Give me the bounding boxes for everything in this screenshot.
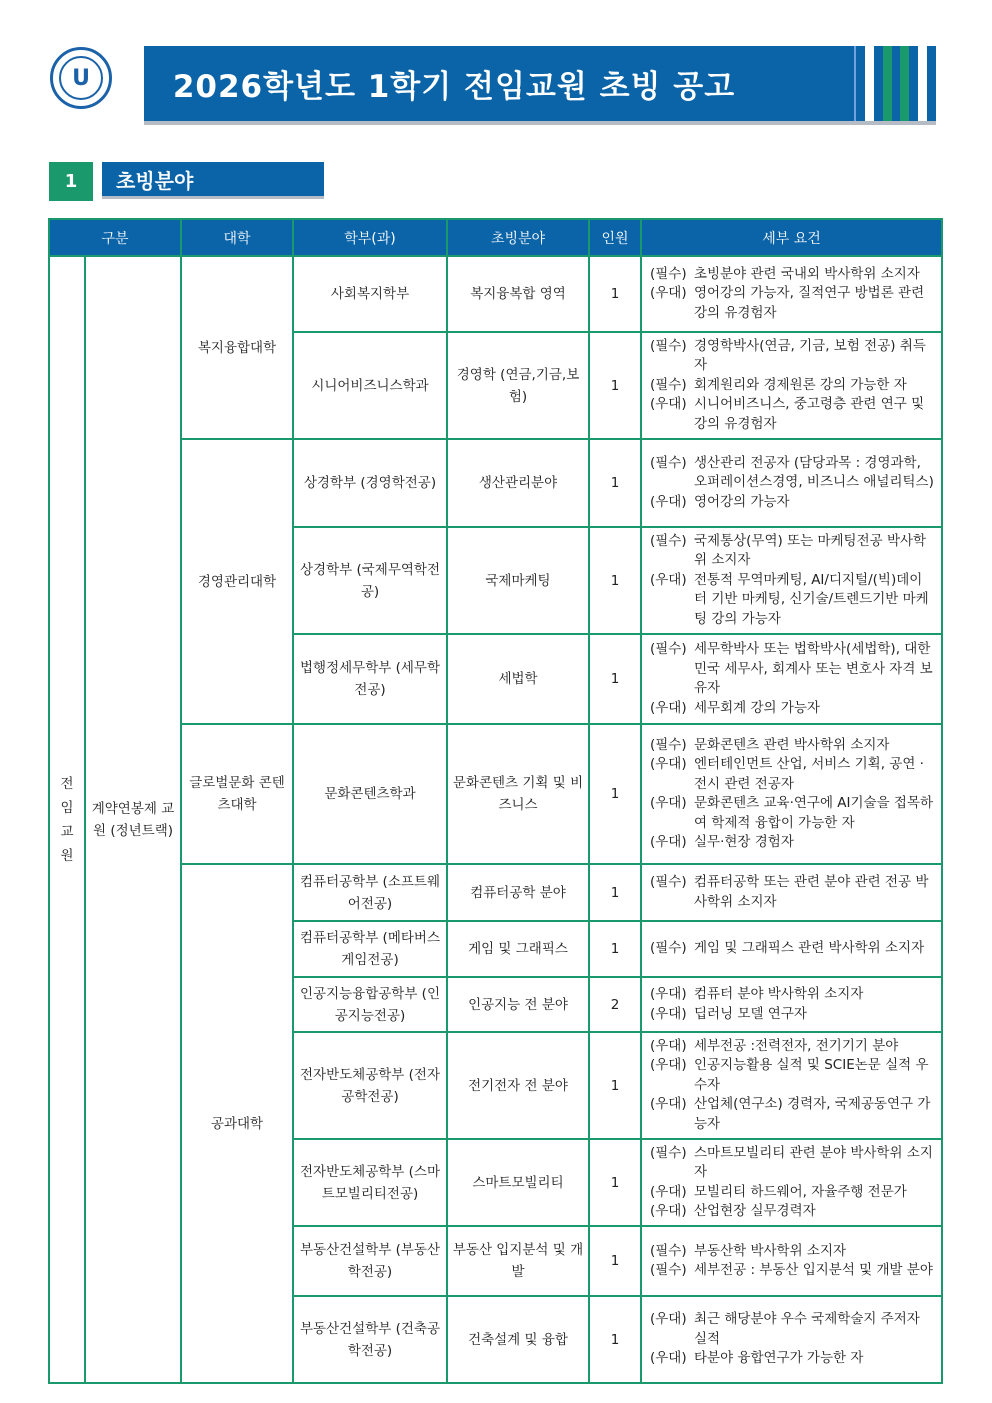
stripe xyxy=(883,46,892,121)
requirement-item xyxy=(650,1056,935,1095)
requirements-cell xyxy=(641,634,942,724)
field-cell: 세법학 xyxy=(447,634,589,724)
field-cell: 인공지능 전 분야 xyxy=(447,977,589,1032)
requirement-tag: (필수) xyxy=(650,641,687,657)
field-cell: 전기전자 전 분야 xyxy=(447,1032,589,1139)
requirement-tag: (우대) xyxy=(650,986,687,1002)
requirement-tag: (필수) xyxy=(650,736,687,753)
requirement-text: 초빙분야 관련 국내외 박사학위 소지자 xyxy=(694,265,920,282)
requirements-cell xyxy=(641,921,942,977)
stripe xyxy=(865,46,874,121)
requirement-item xyxy=(650,395,935,434)
department-cell: 상경학부 (경영학전공) xyxy=(293,439,447,527)
requirement-tag: (우대) xyxy=(650,795,687,811)
requirement-tag: (필수) xyxy=(650,376,687,393)
stripe xyxy=(918,46,927,121)
requirement-tag: (필수) xyxy=(650,1242,687,1259)
requirements-cell xyxy=(641,1032,942,1139)
field-cell: 컴퓨터공학 분야 xyxy=(447,864,589,921)
requirement-text: 타분야 융합연구가 가능한 자 xyxy=(694,1350,864,1367)
header-department: 학부(과) xyxy=(293,219,447,256)
count-cell: 1 xyxy=(589,332,641,439)
requirement-item xyxy=(650,284,935,323)
requirement-text: 문화콘텐츠 관련 박사학위 소지자 xyxy=(694,736,890,753)
requirement-tag: (우대) xyxy=(650,1311,687,1328)
requirement-text: 회계원리와 경제원론 강의 가능한 자 xyxy=(694,376,907,393)
requirement-tag: (우대) xyxy=(650,1037,687,1054)
department-cell: 부동산건설학부 (부동산학전공) xyxy=(293,1226,447,1296)
requirement-text: 국제통상(무역) 또는 마케팅전공 박사학위 소지자 xyxy=(694,532,927,569)
header-college: 대학 xyxy=(181,219,293,256)
section-number: 1 xyxy=(49,162,93,201)
requirement-item xyxy=(650,376,935,396)
department-cell: 상경학부 (국제무역학전공) xyxy=(293,527,447,634)
stripe xyxy=(892,46,901,121)
table-header-row xyxy=(49,219,942,256)
requirement-text: 딥러닝 모델 연구자 xyxy=(694,1005,807,1022)
requirement-item xyxy=(650,1037,935,1057)
requirement-tag: (우대) xyxy=(650,1350,687,1367)
university-logo: U xyxy=(50,47,112,109)
requirement-text: 세부전공 : 부동산 입지분석 및 개발 분야 xyxy=(694,1262,933,1278)
category-cell xyxy=(49,256,85,1383)
stripe xyxy=(874,46,883,121)
stripe xyxy=(900,46,909,121)
requirement-item xyxy=(650,985,935,1005)
department-cell: 컴퓨터공학부 (소프트웨어전공) xyxy=(293,864,447,921)
requirement-tag: (우대) xyxy=(650,756,687,772)
requirements-cell xyxy=(641,1296,942,1383)
requirement-item xyxy=(650,337,935,376)
header-category: 구분 xyxy=(49,219,181,256)
requirements-cell xyxy=(641,1226,942,1296)
requirements-cell xyxy=(641,864,942,921)
requirement-text: 산업현장 실무경력자 xyxy=(694,1203,816,1219)
requirements-cell xyxy=(641,977,942,1032)
requirement-tag: (필수) xyxy=(650,337,687,354)
requirements-cell xyxy=(641,332,942,439)
requirement-text: 산업체(연구소) 경력자, 국제공동연구 가능자 xyxy=(694,1096,931,1132)
field-cell: 생산관리분야 xyxy=(447,439,589,527)
requirement-text: 영어강의 가능자 xyxy=(694,493,790,510)
college-cell: 글로벌문화 콘텐츠대학 xyxy=(181,724,293,864)
college-cell: 공과대학 xyxy=(181,864,293,1383)
requirement-item xyxy=(650,532,935,571)
count-cell: 2 xyxy=(589,977,641,1032)
requirement-tag: (우대) xyxy=(650,493,687,510)
requirement-tag: (우대) xyxy=(650,1203,687,1219)
requirements-cell xyxy=(641,1139,942,1226)
requirement-item xyxy=(650,736,935,756)
requirement-item xyxy=(650,1144,935,1183)
requirement-tag: (필수) xyxy=(650,1144,687,1161)
field-cell: 부동산 입지분석 및 개발 xyxy=(447,1226,589,1296)
count-cell: 1 xyxy=(589,1139,641,1226)
requirements-cell xyxy=(641,256,942,332)
requirements-cell xyxy=(641,724,942,864)
header-requirements: 세부 요건 xyxy=(641,219,942,256)
college-cell: 경영관리대학 xyxy=(181,439,293,724)
requirement-item xyxy=(650,1242,935,1262)
field-cell: 경영학 (연금,기금,보험) xyxy=(447,332,589,439)
requirement-text: 모빌리티 하드웨어, 자율주행 전문가 xyxy=(694,1183,907,1200)
requirement-item xyxy=(650,833,935,853)
requirement-text: 최근 해당분야 우수 국제학술지 주저자 실적 xyxy=(694,1311,920,1347)
requirement-text: 부동산학 박사학위 소지자 xyxy=(694,1242,847,1259)
requirement-tag: (필수) xyxy=(650,874,687,890)
requirement-text: 경영학박사(연금, 기금, 보험 전공) 취득자 xyxy=(694,337,926,374)
table-row xyxy=(49,256,942,332)
requirement-item xyxy=(650,873,935,912)
count-cell: 1 xyxy=(589,439,641,527)
table-row xyxy=(49,439,942,527)
count-cell: 1 xyxy=(589,1296,641,1383)
requirement-item xyxy=(650,1202,935,1222)
field-cell: 게임 및 그래픽스 xyxy=(447,921,589,977)
requirement-tag: (우대) xyxy=(650,1005,687,1022)
count-cell: 1 xyxy=(589,724,641,864)
requirement-tag: (우대) xyxy=(650,1096,687,1113)
requirements-cell xyxy=(641,527,942,634)
requirement-item xyxy=(650,1095,935,1134)
field-cell: 문화콘텐츠 기획 및 비즈니스 xyxy=(447,724,589,864)
requirement-text: 스마트모빌리티 관련 분야 박사학위 소지자 xyxy=(694,1144,933,1180)
stripe xyxy=(909,46,918,121)
requirement-text: 세무학박사 또는 법학박사(세법학), 대한민국 세무사, 회계사 또는 변호사 자격 보유자 xyxy=(694,641,933,696)
requirement-text: 컴퓨터공학 또는 관련 분야 관련 전공 박사학위 소지자 xyxy=(694,874,929,910)
department-cell: 문화콘텐츠학과 xyxy=(293,724,447,864)
table-row xyxy=(49,864,942,921)
count-cell: 1 xyxy=(589,864,641,921)
field-cell: 건축설계 및 융합 xyxy=(447,1296,589,1383)
title-banner xyxy=(144,46,936,125)
category-text: 전임교원 xyxy=(60,775,74,864)
requirement-text: 인공지능활용 실적 및 SCIE논문 실적 우수자 xyxy=(694,1057,929,1093)
count-cell: 1 xyxy=(589,634,641,724)
department-cell: 전자반도체공학부 (스마트모빌리티전공) xyxy=(293,1139,447,1226)
requirement-tag: (우대) xyxy=(650,571,687,588)
department-cell: 사회복지학부 xyxy=(293,256,447,332)
recruitment-table xyxy=(48,218,943,1384)
requirement-item xyxy=(650,699,935,719)
requirement-tag: (우대) xyxy=(650,285,687,302)
college-cell: 복지융합대학 xyxy=(181,256,293,439)
section-title: 초빙분야 xyxy=(102,162,324,199)
requirement-tag: (우대) xyxy=(650,699,687,716)
requirement-tag: (우대) xyxy=(650,396,687,413)
requirement-text: 시니어비즈니스, 중고령층 관련 연구 및 강의 유경험자 xyxy=(694,396,925,432)
requirement-text: 게임 및 그래픽스 관련 박사학위 소지자 xyxy=(694,940,925,957)
count-cell: 1 xyxy=(589,527,641,634)
requirement-tag: (우대) xyxy=(650,834,687,850)
requirement-item xyxy=(650,571,935,630)
field-cell: 국제마케팅 xyxy=(447,527,589,634)
requirement-text: 세부전공 :전력전자, 전기기기 분야 xyxy=(694,1037,899,1054)
requirement-item xyxy=(650,755,935,794)
department-cell: 컴퓨터공학부 (메타버스게임전공) xyxy=(293,921,447,977)
requirement-text: 실무·현장 경험자 xyxy=(694,834,794,850)
department-cell: 시니어비즈니스학과 xyxy=(293,332,447,439)
decorative-stripes xyxy=(854,46,936,121)
count-cell: 1 xyxy=(589,1032,641,1139)
requirement-item xyxy=(650,1183,935,1203)
employment-type-cell: 계약연봉제 교원 (정년트랙) xyxy=(85,256,181,1383)
header-field: 초빙분야 xyxy=(447,219,589,256)
table-row xyxy=(49,724,942,864)
page-title: 2026학년도 1학기 전임교원 초빙 공고 xyxy=(172,69,736,105)
department-cell: 전자반도체공학부 (전자공학전공) xyxy=(293,1032,447,1139)
requirement-item xyxy=(650,265,935,285)
count-cell: 1 xyxy=(589,256,641,332)
requirement-item xyxy=(650,794,935,833)
requirement-item xyxy=(650,1005,935,1025)
requirement-tag: (필수) xyxy=(650,265,687,282)
requirement-item xyxy=(650,454,935,493)
count-cell: 1 xyxy=(589,1226,641,1296)
requirement-tag: (필수) xyxy=(650,532,687,549)
requirement-text: 문화콘텐츠 교육·연구에 AI기술을 접목하여 학제적 융합이 가능한 자 xyxy=(694,795,934,831)
department-cell: 인공지능융합공학부 (인공지능전공) xyxy=(293,977,447,1032)
count-cell: 1 xyxy=(589,921,641,977)
header-count: 인원 xyxy=(589,219,641,256)
requirement-text: 영어강의 가능자, 질적연구 방법론 관련 강의 유경험자 xyxy=(694,285,925,321)
requirement-item xyxy=(650,640,935,699)
requirement-item xyxy=(650,493,935,513)
requirement-item xyxy=(650,1261,935,1281)
requirement-text: 세무회계 강의 가능자 xyxy=(694,699,820,716)
stripe xyxy=(927,46,936,121)
requirement-tag: (우대) xyxy=(650,1057,687,1074)
field-cell: 복지융복합 영역 xyxy=(447,256,589,332)
requirement-text: 생산관리 전공자 (담당과목 : 경영과학, 오퍼레이션스경영, 비즈니스 애널리틱스) xyxy=(694,454,934,491)
requirement-text: 전통적 무역마케팅, AI/디지털/(빅)데이터 기반 마케팅, 신기술/트렌드기반 마케팅 강의 가능자 xyxy=(694,571,929,627)
requirement-text: 컴퓨터 분야 박사학위 소지자 xyxy=(694,986,864,1002)
department-cell: 부동산건설학부 (건축공학전공) xyxy=(293,1296,447,1383)
requirement-tag: (우대) xyxy=(650,1183,687,1200)
requirement-tag: (필수) xyxy=(650,454,687,471)
requirement-item xyxy=(650,1349,935,1369)
requirement-tag: (필수) xyxy=(650,940,687,957)
requirements-cell xyxy=(641,439,942,527)
requirement-text: 엔터테인먼트 산업, 서비스 기획, 공연 · 전시 관련 전공자 xyxy=(694,756,924,792)
field-cell: 스마트모빌리티 xyxy=(447,1139,589,1226)
department-cell: 법행정세무학부 (세무학전공) xyxy=(293,634,447,724)
requirement-item xyxy=(650,939,935,959)
stripe xyxy=(856,46,865,121)
requirement-tag: (필수) xyxy=(650,1262,687,1278)
requirement-item xyxy=(650,1310,935,1349)
